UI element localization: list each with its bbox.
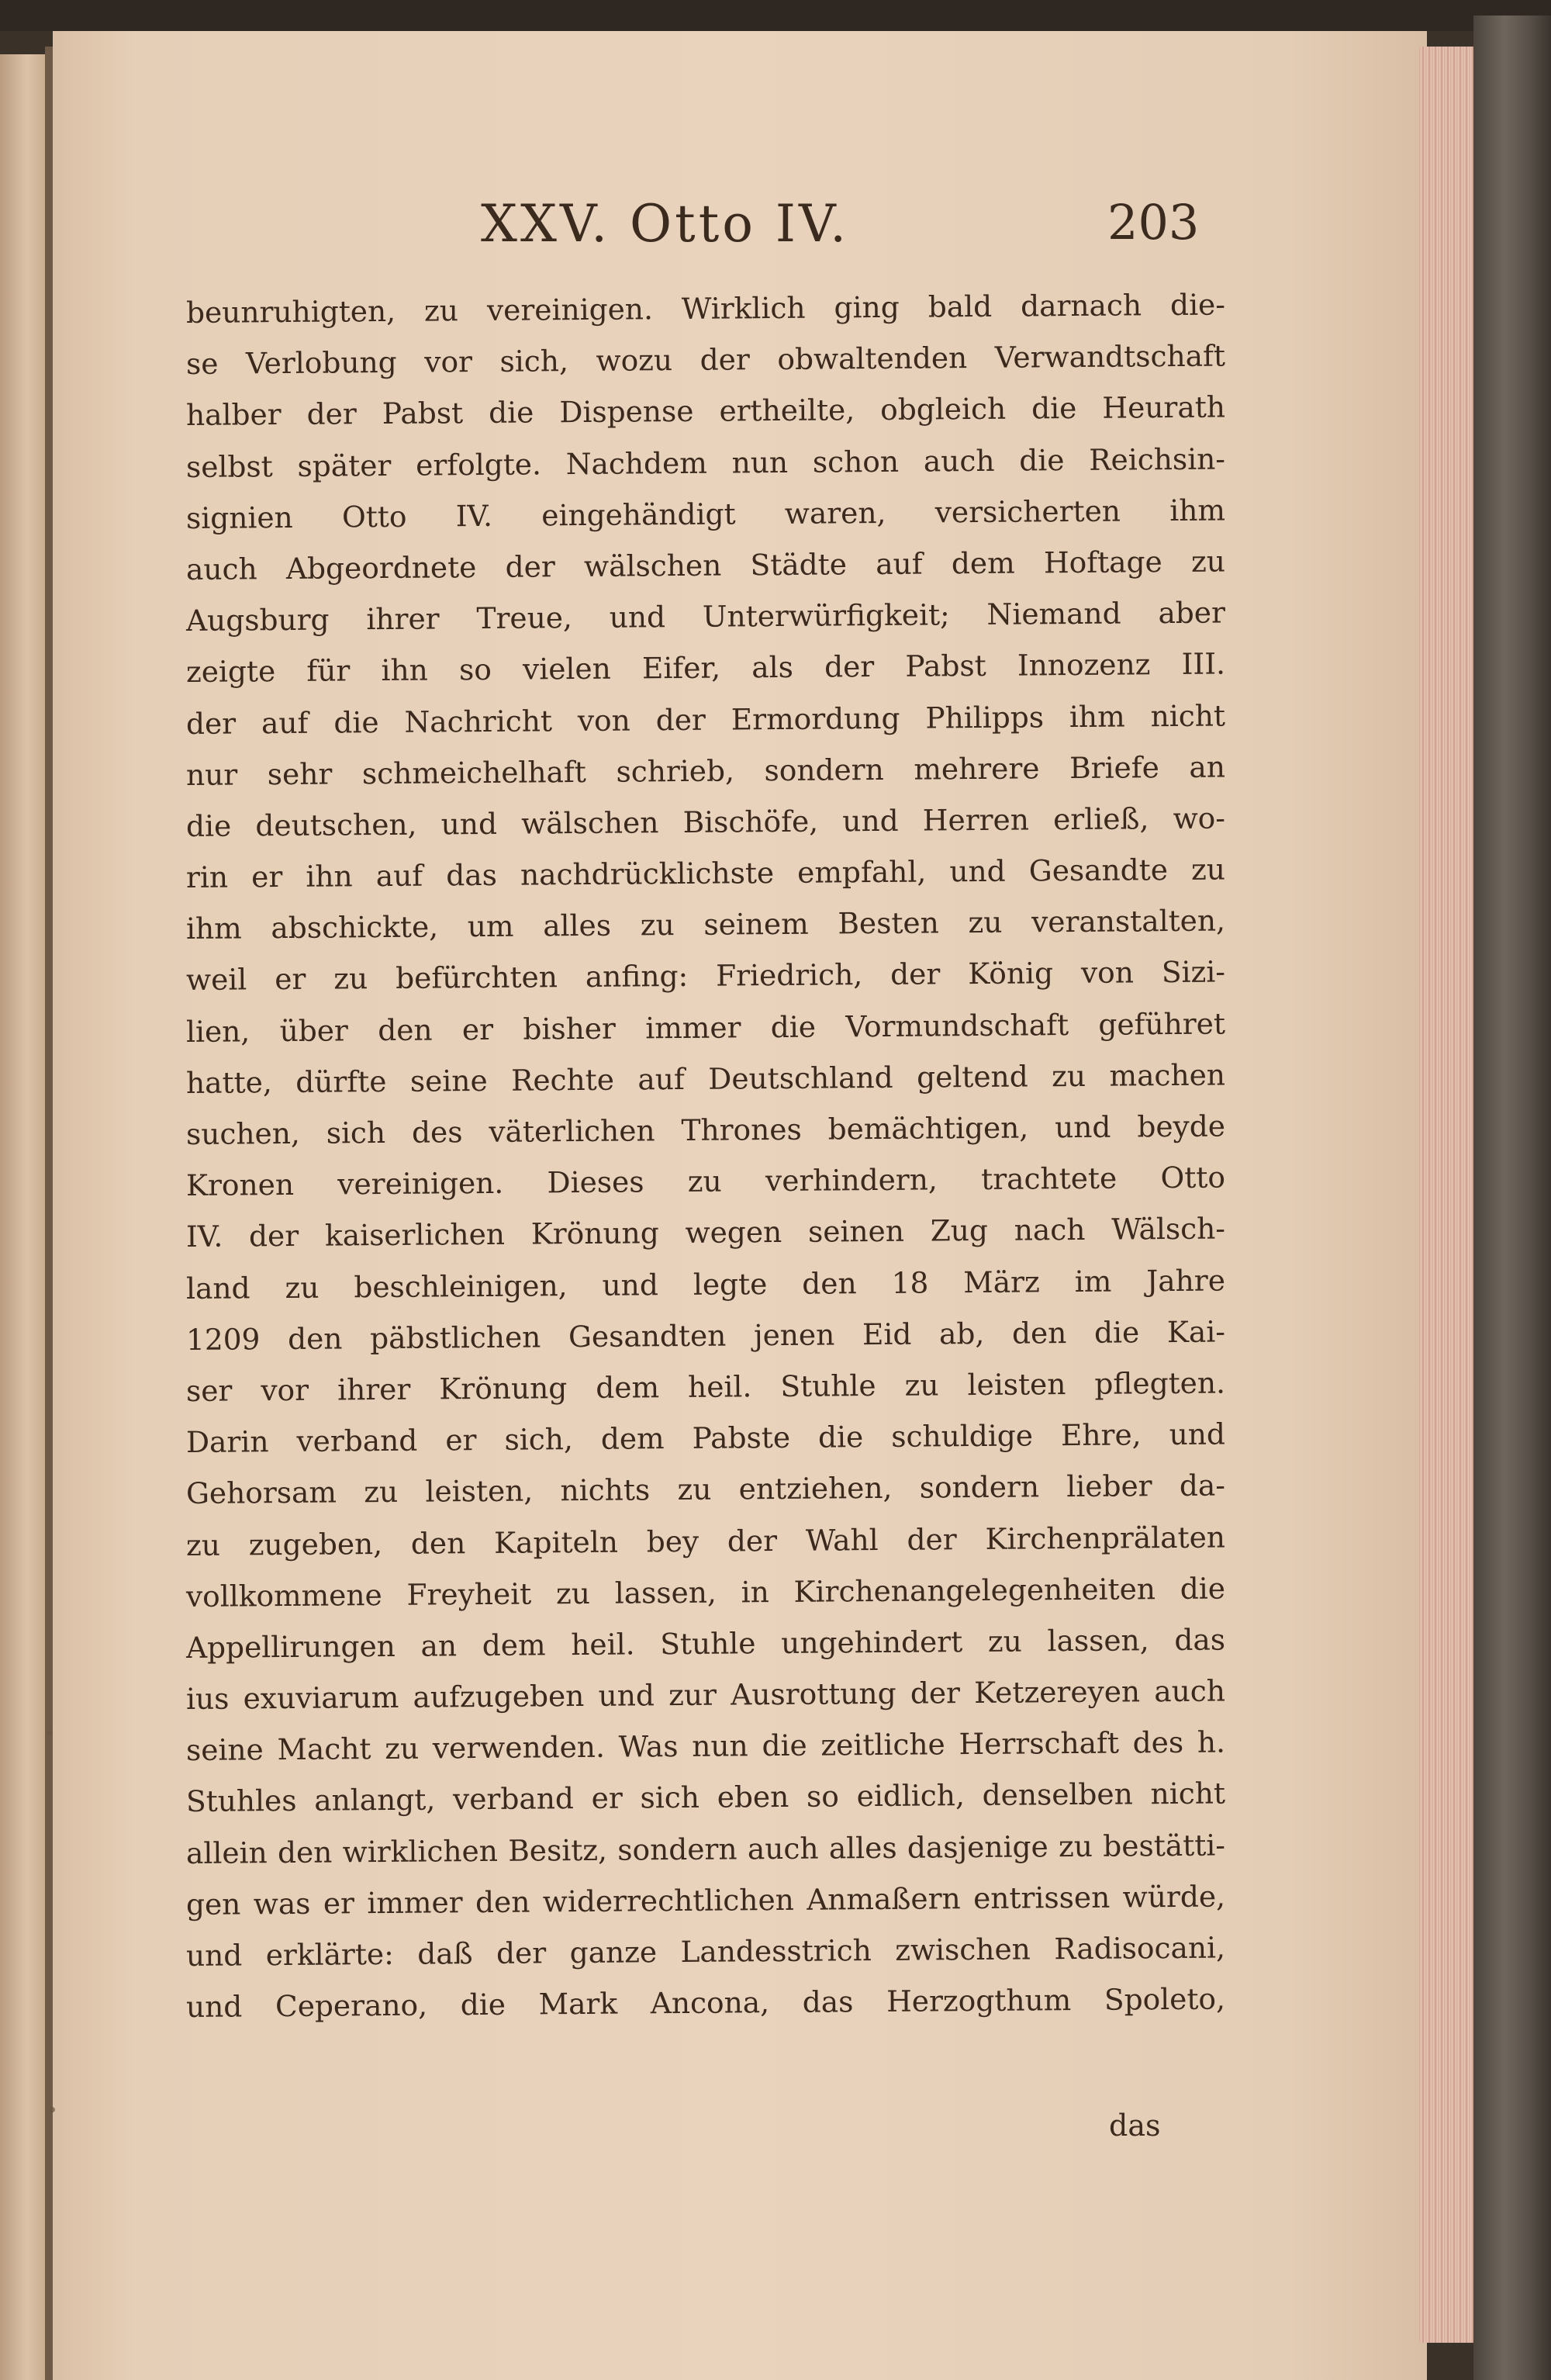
text-line: zeigte für ihn so vielen Eifer, als der Pabst Innozenz III. <box>185 646 1226 690</box>
text-line: beunruhigten, zu vereinigen. Wirklich ging bald darnach die- <box>185 287 1226 330</box>
ink-speck <box>50 2107 55 2112</box>
text-line: land zu beschleinigen, und legte den 18 März im Jahre <box>185 1263 1226 1306</box>
text-line: Kronen vereinigen. Dieses zu verhindern, trachtete Otto <box>185 1160 1226 1203</box>
catchword: das <box>1109 2108 1161 2143</box>
text-line: Stuhles anlangt, verband er sich eben so eidlich, denselben nicht <box>185 1776 1226 1819</box>
text-line: selbst später erfolgte. Nachdem nun schon auch die Reichsin- <box>185 441 1226 484</box>
text-line: ihm abschickte, um alles zu seinem Besten zu veranstalten, <box>185 903 1226 946</box>
text-line: ser vor ihrer Krönung dem heil. Stuhle zu leisten pflegten. <box>185 1365 1226 1408</box>
text-line: die deutschen, und wälschen Bischöfe, und Herren erließ, wo- <box>185 801 1226 843</box>
text-line: halber der Pabst die Dispense ertheilte, obgleich die Heurath <box>185 389 1226 433</box>
text-line: und erklärte: daß der ganze Landesstrich zwischen Radisocani, <box>185 1930 1226 1973</box>
text-line: lien, über den er bisher immer die Vormundschaft geführet <box>185 1006 1226 1049</box>
text-line: nur sehr schmeichelhaft schrieb, sondern mehrere Briefe an <box>185 749 1226 792</box>
text-line: IV. der kaiserlichen Krönung wegen seinen Zug nach Wälsch- <box>185 1211 1226 1254</box>
text-line: auch Abgeordnete der wälschen Städte auf dem Hoftage zu <box>185 544 1226 586</box>
text-line: ius exuviarum aufzugeben und zur Ausrottung der Ketzereyen auch <box>185 1673 1226 1717</box>
text-line: seine Macht zu verwenden. Was nun die zeitliche Herrschaft des h. <box>185 1724 1226 1768</box>
book-cover-edge <box>1473 16 1551 2380</box>
text-line: rin er ihn auf das nachdrücklichste empfahl, und Gesandte zu <box>185 852 1226 895</box>
running-head: XXV. Otto IV. <box>481 194 850 254</box>
text-line: vollkommene Freyheit zu lassen, in Kirchenangelegenheiten die <box>185 1571 1226 1614</box>
book-gutter <box>45 47 53 2380</box>
text-line: Appellirungen an dem heil. Stuhle ungehindert zu lassen, das <box>185 1622 1226 1665</box>
scan-background-top <box>0 0 1551 31</box>
text-line: signien Otto IV. eingehändigt waren, versicherten ihm <box>185 493 1226 535</box>
previous-page-edge <box>0 54 45 2380</box>
text-line: suchen, sich des väterlichen Thrones bemächtigen, und beyde <box>185 1109 1226 1151</box>
text-line: 1209 den päbstlichen Gesandten jenen Eid ab, den die Kai- <box>185 1314 1226 1357</box>
text-line: se Verlobung vor sich, wozu der obwaltenden Verwandtschaft <box>185 338 1226 382</box>
page-edge-stack <box>1419 47 1473 2343</box>
text-line: der auf die Nachricht von der Ermordung Philipps ihm nicht <box>185 697 1226 741</box>
page-number: 203 <box>1107 194 1200 251</box>
text-line: zu zugeben, den Kapiteln bey der Wahl der Kirchenprälaten <box>185 1519 1226 1562</box>
text-line: Gehorsam zu leisten, nichts zu entziehen, sondern lieber da- <box>185 1468 1226 1511</box>
text-line: allein den wirklichen Besitz, sondern auch alles dasjenige zu bestätti- <box>185 1828 1226 1870</box>
ink-speck <box>47 1730 53 1736</box>
text-line: weil er zu befürchten anfing: Friedrich, der König von Sizi- <box>185 954 1226 998</box>
text-line: Augsburg ihrer Treue, und Unterwürfigkeit; Niemand aber <box>185 595 1226 638</box>
body-text <box>186 287 1225 2032</box>
text-line: Darin verband er sich, dem Pabste die schuldige Ehre, und <box>185 1417 1226 1460</box>
text-line: gen was er immer den widerrechtlichen Anmaßern entrissen würde, <box>185 1879 1226 1922</box>
text-line: hatte, dürfte seine Rechte auf Deutschland geltend zu machen <box>185 1057 1226 1100</box>
text-line: und Ceperano, die Mark Ancona, das Herzogthum Spoleto, <box>185 1981 1226 2025</box>
